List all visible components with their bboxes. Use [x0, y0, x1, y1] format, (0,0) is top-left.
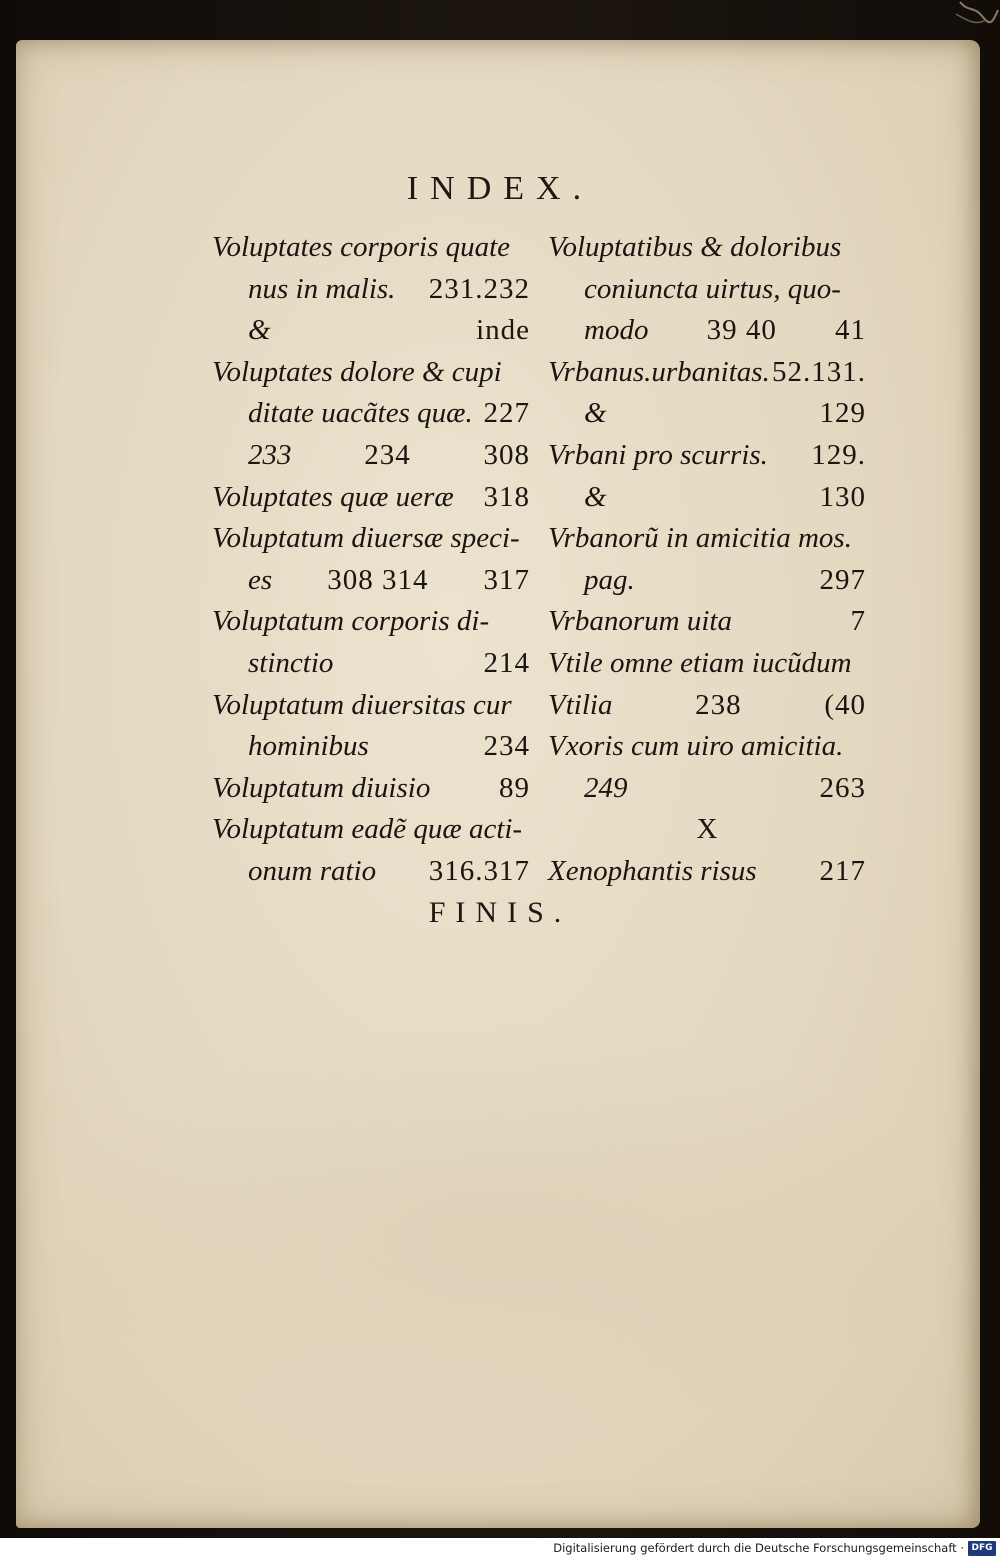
index-entry-line: [548, 477, 866, 519]
index-entry-line: [548, 560, 866, 602]
index-entry-line: [212, 352, 530, 394]
index-entry-page-number: 7: [850, 605, 866, 638]
index-entry-line: [548, 851, 866, 893]
index-entry-text: Xenophantis risus: [548, 854, 757, 887]
index-entry-page-number: 217: [819, 854, 866, 887]
index-entry-page-number: 316.317: [428, 854, 530, 887]
index-entry-text: 233: [248, 438, 292, 471]
index-entry-text: modo: [584, 314, 649, 347]
index-entry-line: [212, 809, 530, 851]
index-entry-line: [548, 768, 866, 810]
index-entry-page-number: 234: [483, 730, 530, 763]
index-entry-page-number: 231.232: [428, 272, 530, 305]
binding-thread-mark: [952, 0, 1000, 40]
index-entry-line: [212, 560, 530, 602]
index-entry-text: &: [584, 480, 607, 513]
index-entry-page-number: 52.131.: [772, 355, 866, 388]
index-entry-page-number: 41: [834, 314, 866, 347]
index-entry-line: [212, 227, 530, 269]
index-entry-text: &: [248, 314, 271, 347]
index-entry-text: pag.: [584, 563, 635, 596]
index-entry-line: [548, 310, 866, 352]
index-entry-text: Voluptatibus & doloribus: [548, 231, 842, 263]
index-entry-page-number: 214: [483, 646, 530, 679]
index-entry-text: Vrbanus.urbanitas.: [548, 355, 770, 388]
index-entry-line: [548, 393, 866, 435]
closing-word: FINIS.: [428, 896, 572, 929]
index-entry-line: [548, 643, 866, 685]
index-entry-line: [212, 685, 530, 727]
index-entry-text: Voluptatum diuersæ speci-: [212, 522, 520, 555]
index-entry-line: [212, 643, 530, 685]
index-entry-text: Vtile omne etiam iucũdum: [548, 646, 852, 679]
index-entry-line: [212, 726, 530, 768]
index-entry-page-number: 89: [499, 771, 530, 804]
index-entry-line: [548, 685, 866, 727]
index-entry-line: [212, 851, 530, 893]
index-entry-page-number: 263: [819, 771, 866, 804]
index-entry-text: Vtilia: [548, 688, 613, 721]
dfg-logo-icon: DFG: [968, 1541, 996, 1556]
index-entry-page-number: 227: [483, 397, 530, 430]
index-entry-text: onum ratio: [248, 854, 377, 887]
index-entry-pages: 234: [364, 438, 411, 471]
index-entry-line: [548, 726, 866, 768]
index-entry-line: [212, 435, 530, 477]
page-stain: [46, 1020, 946, 1440]
index-entry-text: Voluptatum diuersitas cur: [212, 688, 512, 721]
index-column-right: [548, 227, 866, 893]
index-entry-text: &: [584, 397, 607, 430]
index-entry-line: [548, 518, 866, 560]
index-entry-text: Vrbani pro scurris.: [548, 438, 768, 471]
index-entry-line: [212, 269, 530, 311]
index-entry-text: stinctio: [248, 646, 334, 679]
index-entry-line: [548, 227, 866, 269]
index-entry-pages: 39 40: [706, 314, 777, 347]
index-entry-pages: 308 314: [327, 563, 429, 596]
index-entry-line: [548, 269, 866, 311]
page-heading: INDEX.: [406, 170, 594, 207]
footer-bar: [0, 1538, 1000, 1560]
index-entry-text: Voluptates corporis quate: [212, 231, 511, 263]
index-entry-text: nus in malis.: [248, 272, 396, 305]
index-entry-line: [212, 601, 530, 643]
index-entry-line: [548, 435, 866, 477]
index-entry-text: es: [248, 563, 273, 596]
index-entry-page-number: 129: [819, 397, 866, 430]
index-column-left: [212, 227, 530, 893]
index-entry-line: [548, 601, 866, 643]
index-entry-page-number: (40: [824, 688, 866, 721]
index-entry-text: coniuncta uirtus, quo-: [584, 272, 841, 305]
index-entry-line: [212, 477, 530, 519]
index-entry-page-number: 297: [819, 563, 866, 596]
index-entry-text: Vrbanorũ in amicitia mos.: [548, 522, 852, 555]
index-entry-line: [212, 768, 530, 810]
index-entry-line: [548, 352, 866, 394]
index-entry-line: [212, 310, 530, 352]
index-entry-line: [212, 518, 530, 560]
index-entry-text: Voluptates dolore & cupi: [212, 355, 502, 388]
index-entry-page-number: 318: [483, 480, 530, 513]
index-entry-text: Voluptatum diuisio: [212, 771, 431, 804]
index-entry-text: X: [696, 813, 718, 846]
index-entry-page-number: 308: [483, 438, 530, 471]
funding-credit: Digitalisierung gefördert durch die Deutsche Forschungsgemeinschaft ·: [553, 1541, 964, 1555]
index-entry-line: [548, 809, 866, 851]
index-entry-page-number: 129.: [811, 438, 866, 471]
index-entry-line: [212, 393, 530, 435]
index-entry-text: Voluptatum eadẽ quæ acti-: [212, 813, 523, 846]
index-entry-text: ditate uacãtes quæ.: [248, 397, 473, 430]
index-entry-text: hominibus: [248, 730, 369, 763]
index-entry-page-number: 317: [483, 563, 530, 596]
index-entry-pages: 238: [695, 688, 742, 721]
index-entry-page-number: 130: [819, 480, 866, 513]
index-entry-text: Voluptates quæ ueræ: [212, 480, 454, 513]
index-entry-page-number: inde: [476, 314, 530, 347]
index-entry-text: Vxoris cum uiro amicitia.: [548, 730, 844, 763]
index-entry-text: Vrbanorum uita: [548, 605, 732, 638]
index-entry-text: 249: [584, 771, 628, 804]
index-entry-text: Voluptatum corporis di-: [212, 605, 490, 638]
